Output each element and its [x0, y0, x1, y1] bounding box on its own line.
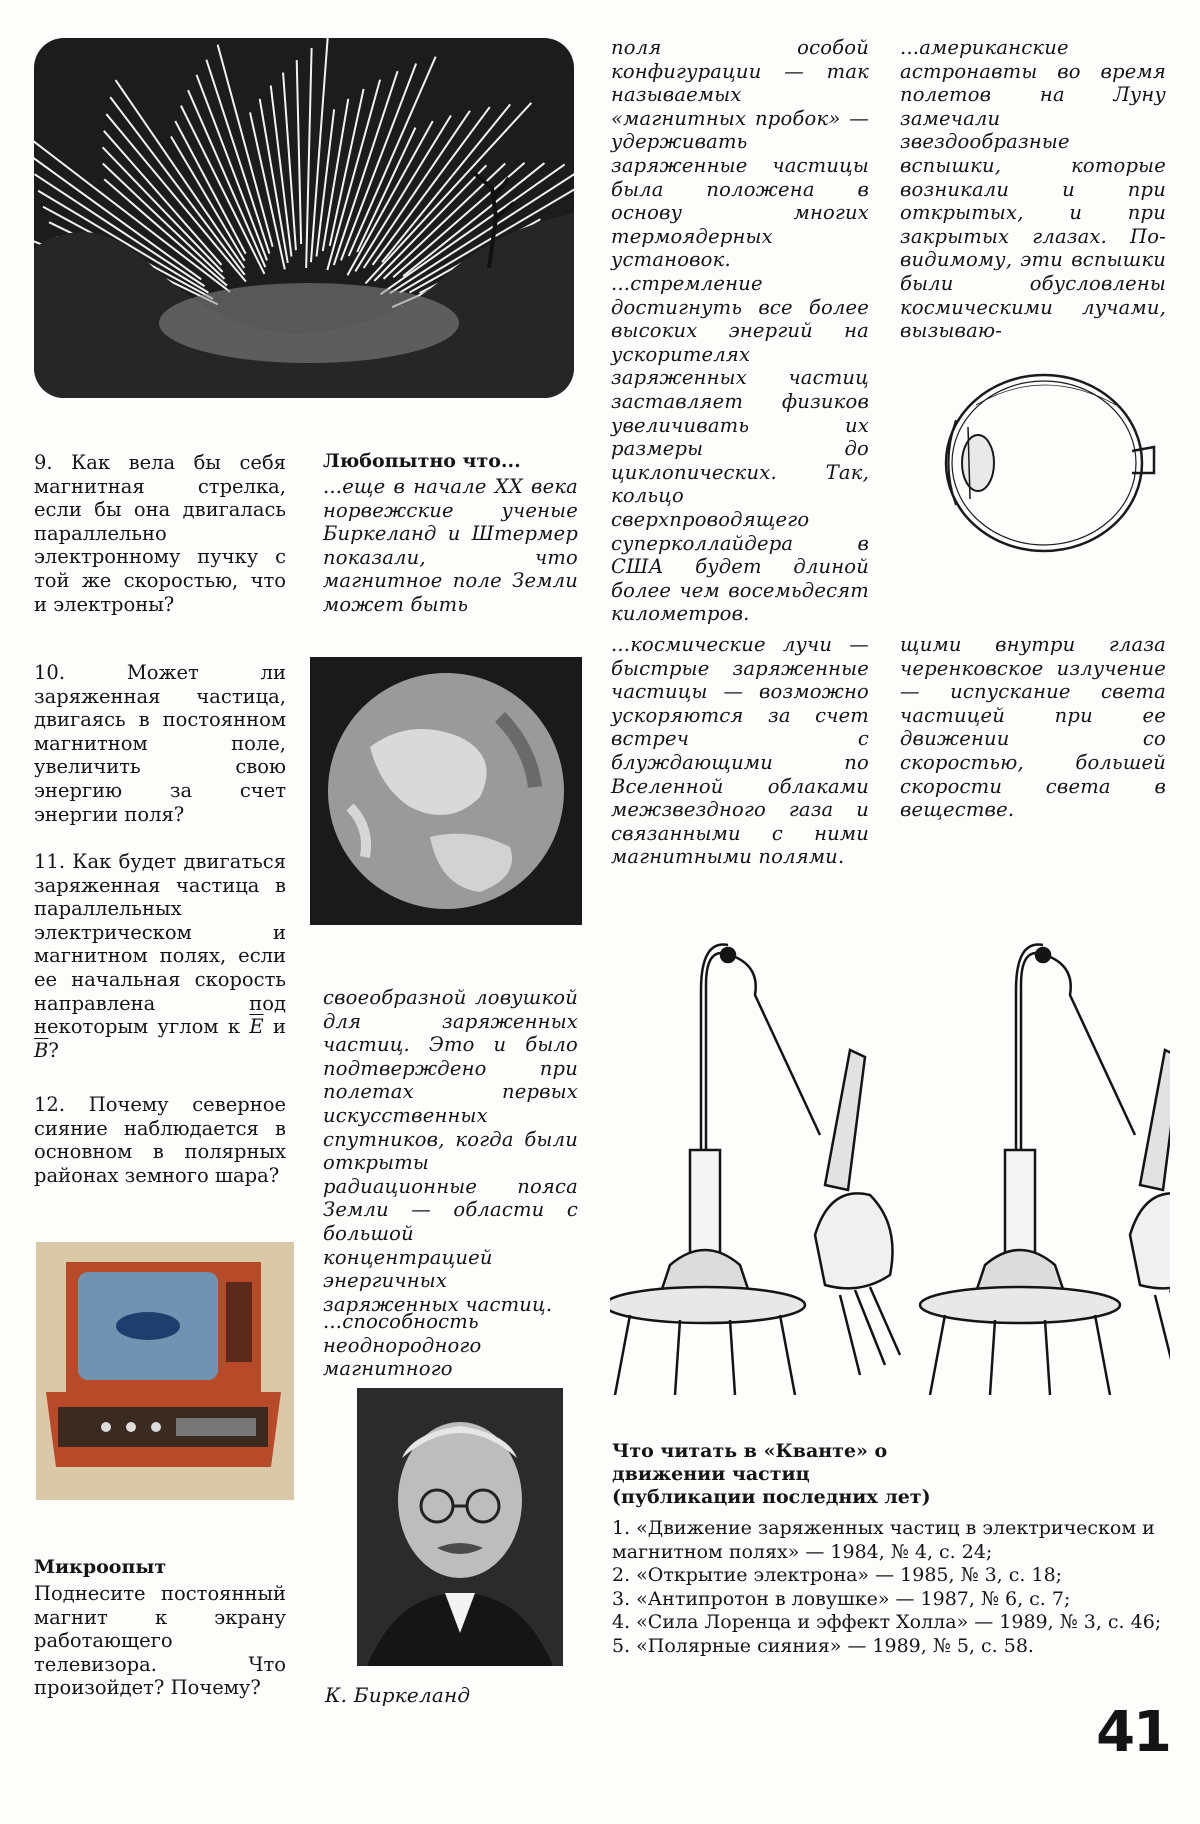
reading-list: [612, 1517, 1167, 1658]
curious-p2-part1: ...способность неоднородного магнитного: [323, 1310, 482, 1381]
curious-p5-part2: щими внутри глаза черенковское излучение — испускание света частицей при ее движении со скоростью, большей скорости света в веществе.: [900, 633, 1166, 822]
question-10: 10. Может ли заряженная частица, двигаясь в постоянном магнитном поле, увеличить свою энергию за счет энергии поля?: [34, 661, 286, 826]
question-9: 9. Как вела бы себя магнитная стрелка, если бы она двигалась параллельно электронному пучку с той же скоростью, что и электроны?: [34, 451, 286, 616]
portrait-caption: К. Биркеланд: [325, 1683, 471, 1707]
curious-p3: ...стремление достигнуть все более высоких энергий на ускорителях заряженных частиц заставляет физиков увеличивать их размеры до циклопических. Так, кольцо сверхпроводящего суперколлайдера в США будет длиной более чем восемьдесят километров.: [611, 272, 869, 626]
curious-p1-part2: своеобразной ловушкой для заряженных частиц. Это и было подтверждено при полетах первых искусственных спутников, когда были открыты радиационные пояса Земли — области с большой концентрацией энергичных заряженных частиц.: [323, 986, 578, 1316]
curious-p2-part2: поля особой конфигурации — так называемых «магнитных пробок» — удерживать заряженные частицы была положена в основу многих термоядерных установок.: [611, 36, 869, 272]
aurora-engraving: [34, 38, 574, 398]
micro-heading: Микроопыт: [34, 1556, 167, 1578]
reading-heading: Что читать в «Кванте» о движении частиц (публикации последних лет): [612, 1440, 931, 1508]
vector-b: $\overline{B}$: [34, 1038, 49, 1062]
reading-item: 4. «Сила Лоренца и эффект Холла» — 1989, № 3, с. 46;: [612, 1611, 1162, 1633]
micro-text: Поднесите постоянный магнит к экрану работающего телевизора. Что произойдет? Почему?: [34, 1582, 286, 1700]
reading-item: 5. «Полярные сияния» — 1989, № 5, с. 58.: [612, 1634, 1034, 1657]
question-11-end: ?: [48, 1038, 59, 1062]
eye-diagram: [936, 365, 1158, 561]
vector-e: $\overline{E}$: [249, 1015, 264, 1039]
tv-illustration: [36, 1242, 294, 1500]
reading-item: 3. «Антипротон в ловушке» — 1987, № 6, с. 7;: [612, 1587, 1071, 1610]
question-12: 12. Почему северное сияние наблюдается в основном в полярных районах земного шара?: [34, 1093, 286, 1187]
earth-photo: [310, 657, 582, 925]
curious-heading: Любопытно что...: [323, 450, 521, 472]
electroscope-illustration: [610, 935, 1170, 1395]
reading-item: 1. «Движение заряженных частиц в электрическом и магнитном полях» — 1984, № 4, с. 24;: [612, 1517, 1155, 1563]
page-number: 41: [1096, 1700, 1170, 1765]
curious-p5-part1: ...американские астронавты во время полетов на Луну замечали звездообразные вспышки, которые возникали и при открытых, и при закрытых глазах. По-видимому, эти вспышки были обусловлены космическими лучами, вызываю-: [900, 36, 1166, 343]
question-11-text: 11. Как будет двигаться заряженная частица в параллельных электрическом и магнитном полях, если ее начальная скорость направлена под некоторым углом к: [34, 850, 286, 1039]
and-word: и: [273, 1015, 287, 1039]
birkeland-portrait: [357, 1388, 563, 1666]
question-11: [34, 850, 286, 1062]
curious-p1-part1: ...еще в начале XX века норвежские ученые Биркеланд и Штермер показали, что магнитное поле Земли может быть: [323, 475, 578, 616]
curious-p4: ...космические лучи — быстрые заряженные частицы — возможно ускоряются за счет встреч с блуждающими по Вселенной облаками межзвездного газа и связанными с ними магнитными полями.: [611, 633, 869, 869]
reading-item: 2. «Открытие электрона» — 1985, № 3, с. 18;: [612, 1564, 1063, 1586]
